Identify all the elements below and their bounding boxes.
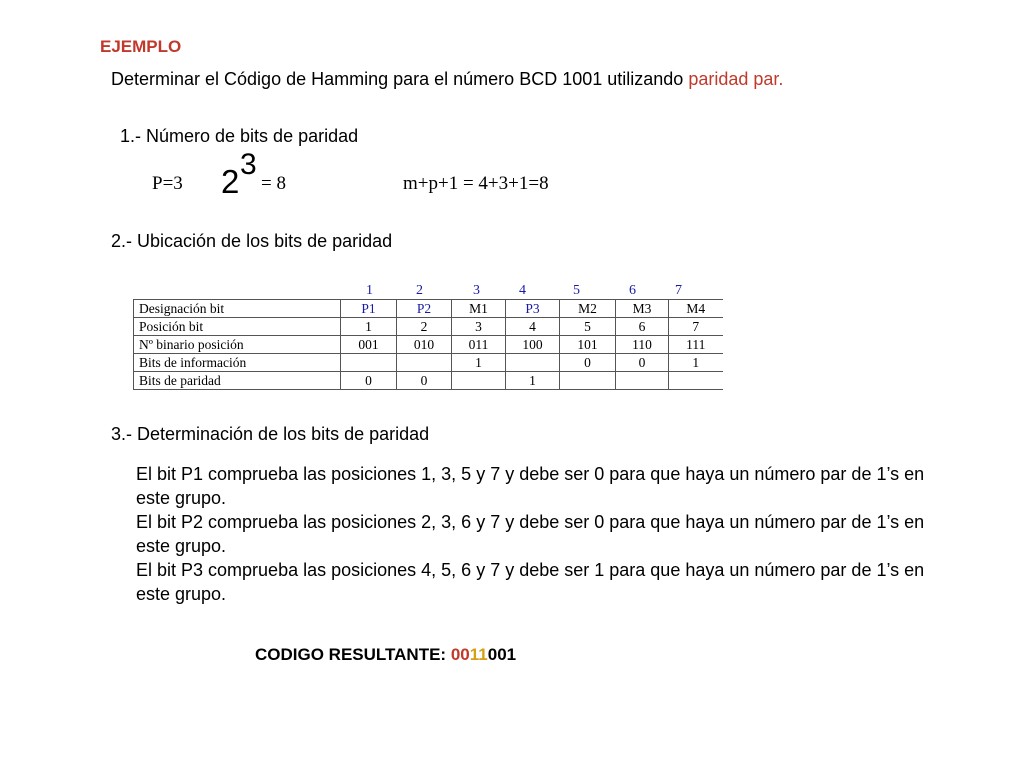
row-label: Designación bit xyxy=(134,300,341,318)
table-cell xyxy=(560,372,616,390)
table-cell: P1 xyxy=(341,300,397,318)
position-label: 4 xyxy=(519,283,526,298)
power-exponent: 3 xyxy=(240,148,257,181)
table-cell: 0 xyxy=(397,372,452,390)
table-cell: 4 xyxy=(506,318,560,336)
table-cell: 0 xyxy=(341,372,397,390)
table-cell: 0 xyxy=(616,354,669,372)
intro-text xyxy=(111,69,783,90)
table-cell: 001 xyxy=(341,336,397,354)
table-cell: 3 xyxy=(452,318,506,336)
table-cell: M2 xyxy=(560,300,616,318)
position-label: 2 xyxy=(416,283,423,298)
table-cell: 2 xyxy=(397,318,452,336)
table-cell: P3 xyxy=(506,300,560,318)
section3-heading: 3.- Determinación de los bits de paridad xyxy=(111,424,430,444)
table-cell: 101 xyxy=(560,336,616,354)
table-cell: 5 xyxy=(560,318,616,336)
table-cell: 1 xyxy=(341,318,397,336)
table-row xyxy=(134,354,723,372)
row-label: Posición bit xyxy=(134,318,341,336)
table-cell: 1 xyxy=(669,354,723,372)
table-cell xyxy=(506,354,560,372)
table-cell: 011 xyxy=(452,336,506,354)
row-label: Nº binario posición xyxy=(134,336,341,354)
table-cell: M1 xyxy=(452,300,506,318)
row-label: Bits de paridad xyxy=(134,372,341,390)
resulting-code xyxy=(255,645,516,665)
table-cell xyxy=(452,372,506,390)
table-cell: 1 xyxy=(506,372,560,390)
table-row xyxy=(134,372,723,390)
position-label: 7 xyxy=(675,283,682,298)
result-code-part1: 00 xyxy=(450,645,470,664)
table-cell: P2 xyxy=(397,300,452,318)
parity-explanation xyxy=(136,462,936,606)
table-cell: 7 xyxy=(669,318,723,336)
explanation-line-p3: El bit P3 comprueba las posiciones 4, 5, 6 y 7 y debe ser 1 para que haya un número par de 1’s en este grupo. xyxy=(136,560,925,604)
mp-equation: m+p+1 = 4+3+1=8 xyxy=(403,173,549,194)
table-cell xyxy=(616,372,669,390)
table-cell xyxy=(397,354,452,372)
table-cell: M3 xyxy=(616,300,669,318)
table-cell: 0 xyxy=(560,354,616,372)
result-label: CODIGO RESULTANTE: xyxy=(255,645,447,664)
table-cell: 010 xyxy=(397,336,452,354)
result-code-part2: 11 xyxy=(469,645,488,664)
table-cell: 110 xyxy=(616,336,669,354)
result-code-part3: 001 xyxy=(487,645,517,664)
parity-bits-table xyxy=(133,299,723,390)
intro-main: Determinar el Código de Hamming para el número BCD 1001 utilizando xyxy=(111,69,684,89)
position-label: 5 xyxy=(573,283,580,298)
section2-heading: 2.- Ubicación de los bits de paridad xyxy=(111,231,393,251)
table-cell: 100 xyxy=(506,336,560,354)
position-label: 1 xyxy=(366,283,373,298)
table-row xyxy=(134,336,723,354)
table-row xyxy=(134,318,723,336)
slide-title: EJEMPLO xyxy=(100,37,182,56)
table-cell xyxy=(341,354,397,372)
p-equation: P=3 xyxy=(152,173,183,194)
position-label: 3 xyxy=(473,283,480,298)
table-cell xyxy=(669,372,723,390)
table-cell: 6 xyxy=(616,318,669,336)
section1-heading: 1.- Número de bits de paridad xyxy=(120,126,359,146)
power-result: = 8 xyxy=(261,173,286,194)
explanation-line-p2: El bit P2 comprueba las posiciones 2, 3, 6 y 7 y debe ser 0 para que haya un número par de 1’s en este grupo. xyxy=(136,512,925,556)
intro-highlight: paridad par. xyxy=(688,69,784,89)
table-row xyxy=(134,300,723,318)
table-cell: M4 xyxy=(669,300,723,318)
power-base: 2 xyxy=(221,163,240,200)
table-cell: 111 xyxy=(669,336,723,354)
table-cell: 1 xyxy=(452,354,506,372)
explanation-line-p1: El bit P1 comprueba las posiciones 1, 3, 5 y 7 y debe ser 0 para que haya un número par de 1’s en este grupo. xyxy=(136,464,925,508)
position-label: 6 xyxy=(629,283,636,298)
row-label: Bits de información xyxy=(134,354,341,372)
